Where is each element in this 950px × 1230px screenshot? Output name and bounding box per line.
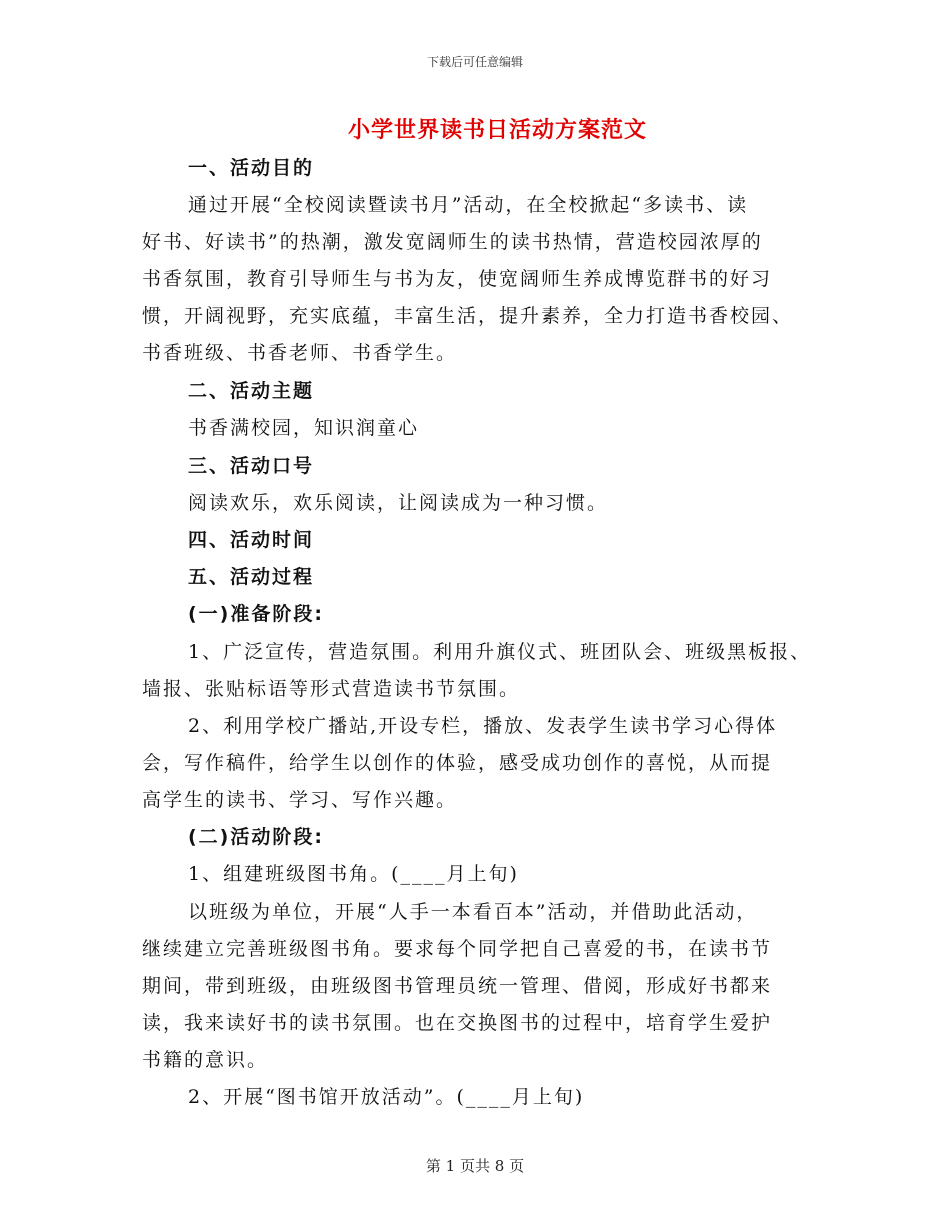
paragraph-line: 2、开展“图书馆开放活动”。(____月上旬) [188, 1086, 585, 1108]
paragraph-line: 1、广泛宣传，营造氛围。利用升旗仪式、班团队会、班级黑板报、 [188, 641, 812, 663]
subsection-heading-prep: (一)准备阶段: [188, 603, 324, 625]
section-heading-process: 五、活动过程 [188, 566, 315, 588]
paragraph-line: 书香班级、书香老师、书香学生。 [142, 342, 458, 364]
paragraph-line: 2、利用学校广播站,开设专栏，播放、发表学生读书学习心得体 [188, 715, 778, 737]
section-heading-theme: 二、活动主题 [188, 380, 315, 402]
paragraph-line: 阅读欢乐，欢乐阅读，让阅读成为一种习惯。 [188, 492, 609, 514]
paragraph-line: 通过开展“全校阅读暨读书月”活动，在全校掀起“多读书、读 [188, 194, 749, 216]
paragraph-line: 会，写作稿件，给学生以创作的体验，感受成功创作的喜悦，从而提 [142, 752, 773, 774]
paragraph-line: 惯，开阔视野，充实底蕴，丰富生活，提升素养，全力打造书香校园、 [142, 305, 794, 327]
paragraph-line: 书香氛围，教育引导师生与书为友，使宽阔师生养成博览群书的好习 [142, 268, 773, 290]
section-heading-slogan: 三、活动口号 [188, 455, 315, 477]
section-heading-time: 四、活动时间 [188, 529, 315, 551]
header-note: 下载后可任意编辑 [426, 55, 523, 69]
paragraph-line: 书香满校园，知识润童心 [188, 417, 420, 439]
paragraph-line: 高学生的读书、学习、写作兴趣。 [142, 789, 458, 811]
section-heading-purpose: 一、活动目的 [188, 157, 315, 179]
paragraph-line: 期间，带到班级，由班级图书管理员统一管理、借阅，形成好书都来 [142, 975, 773, 997]
paragraph-line: 书籍的意识。 [142, 1049, 269, 1071]
paragraph-line: 好书、好读书”的热潮，激发宽阔师生的读书热情，营造校园浓厚的 [142, 231, 763, 253]
document-title: 小学世界读书日活动方案范文 [347, 117, 647, 143]
paragraph-line: 以班级为单位，开展“人手一本看百本”活动，并借助此活动， [188, 901, 758, 923]
page-number: 第 1 页共 8 页 [425, 1157, 525, 1175]
subsection-heading-activity: (二)活动阶段: [188, 826, 324, 848]
paragraph-line: 读，我来读好书的读书氛围。也在交换图书的过程中，培育学生爱护 [142, 1012, 773, 1034]
paragraph-line: 1、组建班级图书角。(____月上旬) [188, 863, 519, 885]
paragraph-line: 继续建立完善班级图书角。要求每个同学把自己喜爱的书，在读书节 [142, 938, 773, 960]
paragraph-line: 墙报、张贴标语等形式营造读书节氛围。 [142, 678, 521, 700]
